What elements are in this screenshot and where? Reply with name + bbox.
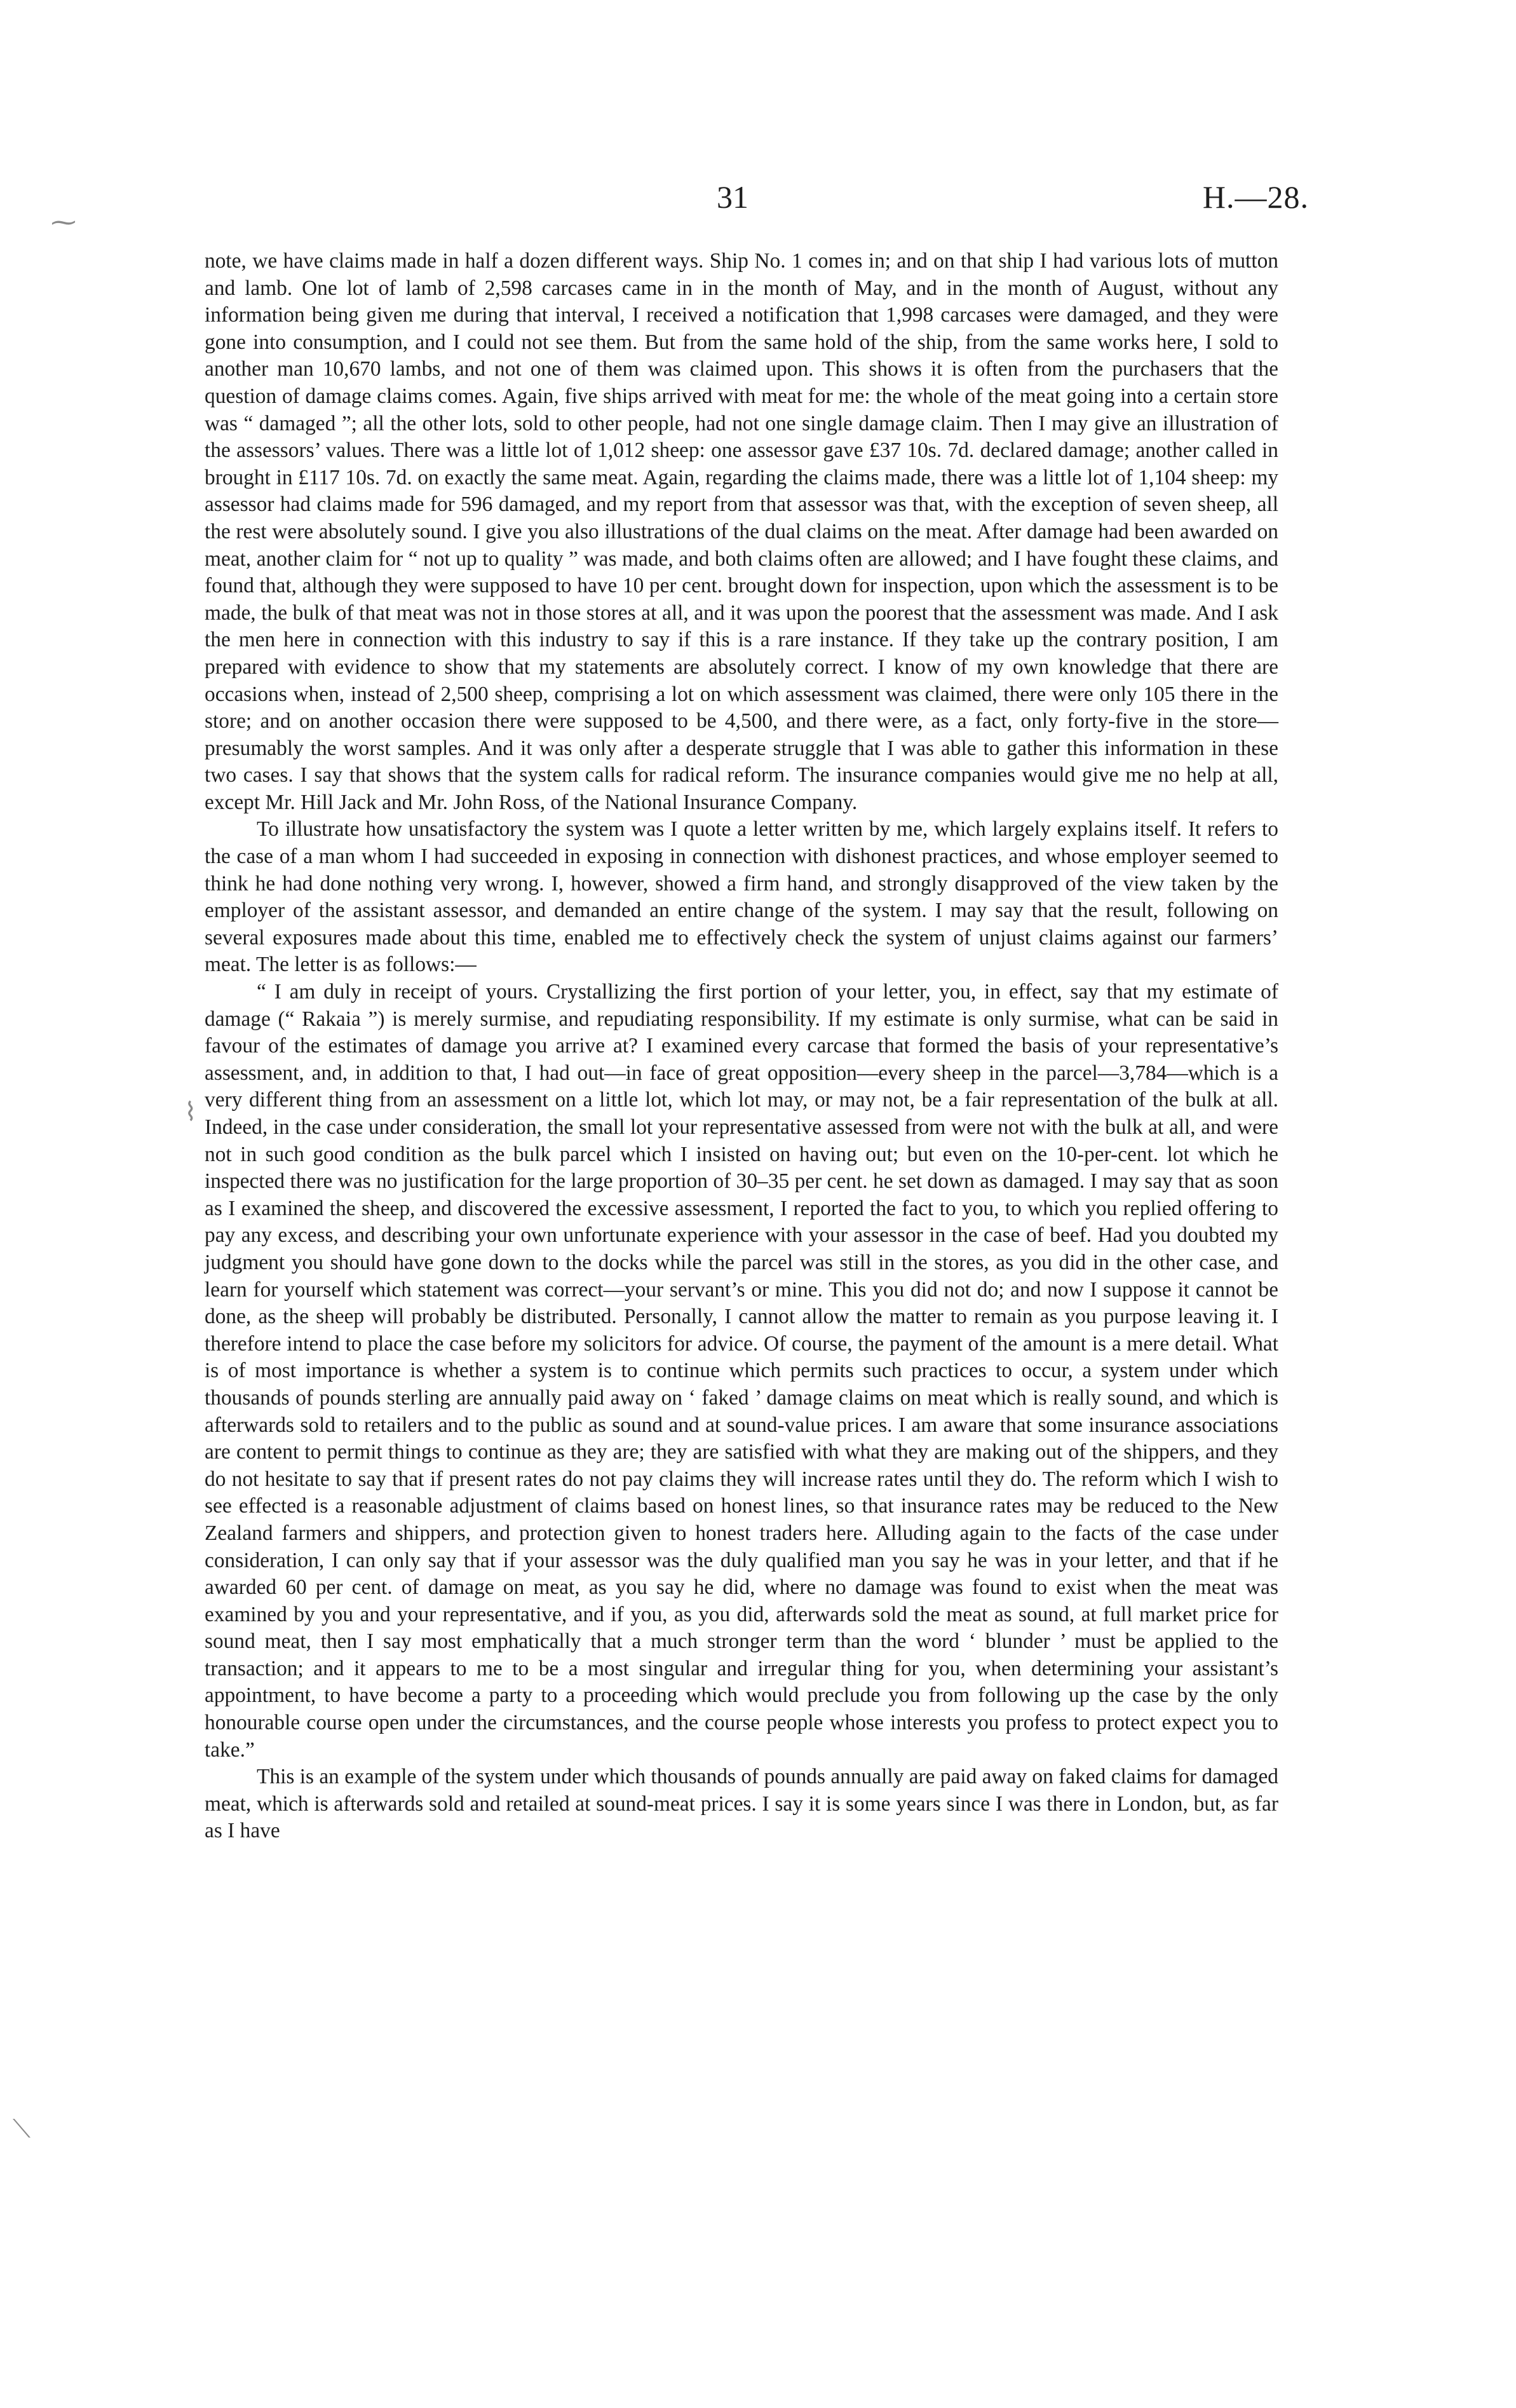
margin-scribble-mark: ⟍ — [13, 2114, 30, 2143]
page-number: 31 — [717, 179, 748, 215]
document-reference: H.—28. — [1202, 179, 1309, 215]
body-text — [205, 248, 1278, 1845]
paragraph-conclusion: This is an example of the system under which thousands of pounds annually are paid away on faked claims for damaged meat, which is afterwards sold and retailed at sound-meat prices. I say it is some years since I was there in London, but, as far as I have — [205, 1765, 1278, 1843]
paragraph-continued: note, we have claims made in half a dozen different ways. Ship No. 1 comes in; and on that ship I had various lots of mutton and lamb. One lot of lamb of 2,598 carcases came in in the month of May, and in the month of August, without any information being given me during that interval, I received a notification that 1,998 carcases were damaged, and they were gone into consumption, and I could not see them. But from the same hold of the ship, from the same works here, I sold to another man 10,670 lambs, and not one of them was claimed upon. This shows it is often from the purchasers that the question of damage claims comes. Again, five ships arrived with meat for me: the whole of the meat going into a certain store was “ damaged ”; all the other lots, sold to other people, had not one single damage claim. Then I may give an illustration of the assessors’ values. There was a little lot of 1,012 sheep: one assessor gave £37 10s. 7d. declared damage; another called in brought in £117 10s. 7d. on exactly the same meat. Again, regarding the claims made, there was a little lot of 1,104 sheep: my assessor had claims made for 596 damaged, and my report from that assessor was that, with the exception of seven sheep, all the rest were absolutely sound. I give you also illustrations of the dual claims on the meat. After damage had been awarded on meat, another claim for “ not up to quality ” was made, and both claims often are allowed; and I have fought these claims, and found that, although they were supposed to have 10 per cent. brought down for inspection, upon which the assessment is to be made, the bulk of that meat was not in those stores at all, and it was upon the poorest that the assessment was made. And I ask the men here in connection with this industry to say if this is a rare instance. If they take up the contrary position, I am prepared with evidence to show that my statements are absolutely correct. I know of my own knowledge that there are occasions when, instead of 2,500 sheep, comprising a lot on which assessment was claimed, there were only 105 there in the store; and on another occasion there were supposed to be 4,500, and there were, as a fact, only forty-five in the store—presumably the worst samples. And it was only after a desperate struggle that I was able to gather this information in these two cases. I say that shows that the system calls for radical reform. The insurance companies would give me no help at all, except Mr. Hill Jack and Mr. John Ross, of the National Insurance Company. — [205, 249, 1278, 814]
margin-scribble-mark: ⌇ — [184, 1098, 197, 1126]
paragraph-letter-intro: To illustrate how unsatisfactory the system was I quote a letter written by me, which largely explains itself. It refers to the case of a man whom I had succeeded in exposing in connection with dishonest practices, and whose employer seemed to think he had done nothing very wrong. I, however, showed a firm hand, and strongly disapproved of the view taken by the employer of the assistant assessor, and demanded an entire change of the system. I may say that the result, following on several exposures made about this time, enabled me to effectively check the system of unjust claims against our farmers’ meat. The letter is as follows:— — [205, 817, 1278, 977]
paragraph-quoted-letter: “ I am duly in receipt of yours. Crystallizing the first portion of your letter, you, in effect, say that my estimate of damage (“ Rakaia ”) is merely surmise, and repudiating responsibility. If my estimate is only surmise, what can be said in favour of the estimates of damage you arrive at? I examined every carcase that formed the basis of your representative’s assessment, and, in addition to that, I had out—in face of great opposition—every sheep in the parcel—3,784—which is a very different thing from an assessment on a little lot, which lot may, or may not, be a fair representation of the bulk at all. Indeed, in the case under consideration, the small lot your representative assessed from were not with the bulk at all, and were not in such good condition as the bulk parcel which I insisted on having out; but even on the 10-per-cent. lot which he inspected there was no justification for the large proportion of 30–35 per cent. he set down as damaged. I may say that as soon as I examined the sheep, and discovered the excessive assessment, I reported the fact to you, to which you replied offering to pay any excess, and describing your own unfortunate experience with your assessor in the case of beef. Had you doubted my judgment you should have gone down to the docks while the parcel was still in the stores, as you did in the other case, and learn for yourself which statement was correct—your servant’s or mine. This you did not do; and now I suppose it cannot be done, as the sheep will probably be distributed. Personally, I cannot allow the matter to remain as you purpose leaving it. I therefore intend to place the case before my solicitors for advice. Of course, the payment of the amount is a mere detail. What is of most importance is whether a system is to continue which permits such practices to occur, a system under which thousands of pounds sterling are annually paid away on ‘ faked ’ damage claims on meat which is really sound, and which is afterwards sold to retailers and to the public as sound and at sound-value prices. I am aware that some insurance associations are content to permit things to continue as they are; they are satisfied with what they are making out of the shippers, and they do not hesitate to say that if present rates do not pay claims they will increase rates until they do. The reform which I wish to see effected is a reasonable adjustment of claims based on honest lines, so that insurance rates may be reduced to the New Zealand farmers and shippers, and protection given to honest traders here. Alluding again to the facts of the case under consideration, I can only say that if your assessor was the duly qualified man you say he was in your letter, and that if he awarded 60 per cent. of damage on meat, as you say he did, where no damage was found to exist when the meat was examined by you and your representative, and if you, as you did, afterwards sold the meat as sound, at full market price for sound meat, then I say most emphatically that a much stronger term than the word ‘ blunder ’ must be applied to the transaction; and it appears to me to be a most singular and irregular thing for you, when determining your assistant’s appointment, to have become a party to a proceeding which would preclude you from following up the case by the only honourable course open under the circumstances, and the course people whose interests you profess to protect expect you to take.” — [205, 980, 1278, 1762]
margin-scribble-mark: ⁓ — [51, 208, 76, 236]
